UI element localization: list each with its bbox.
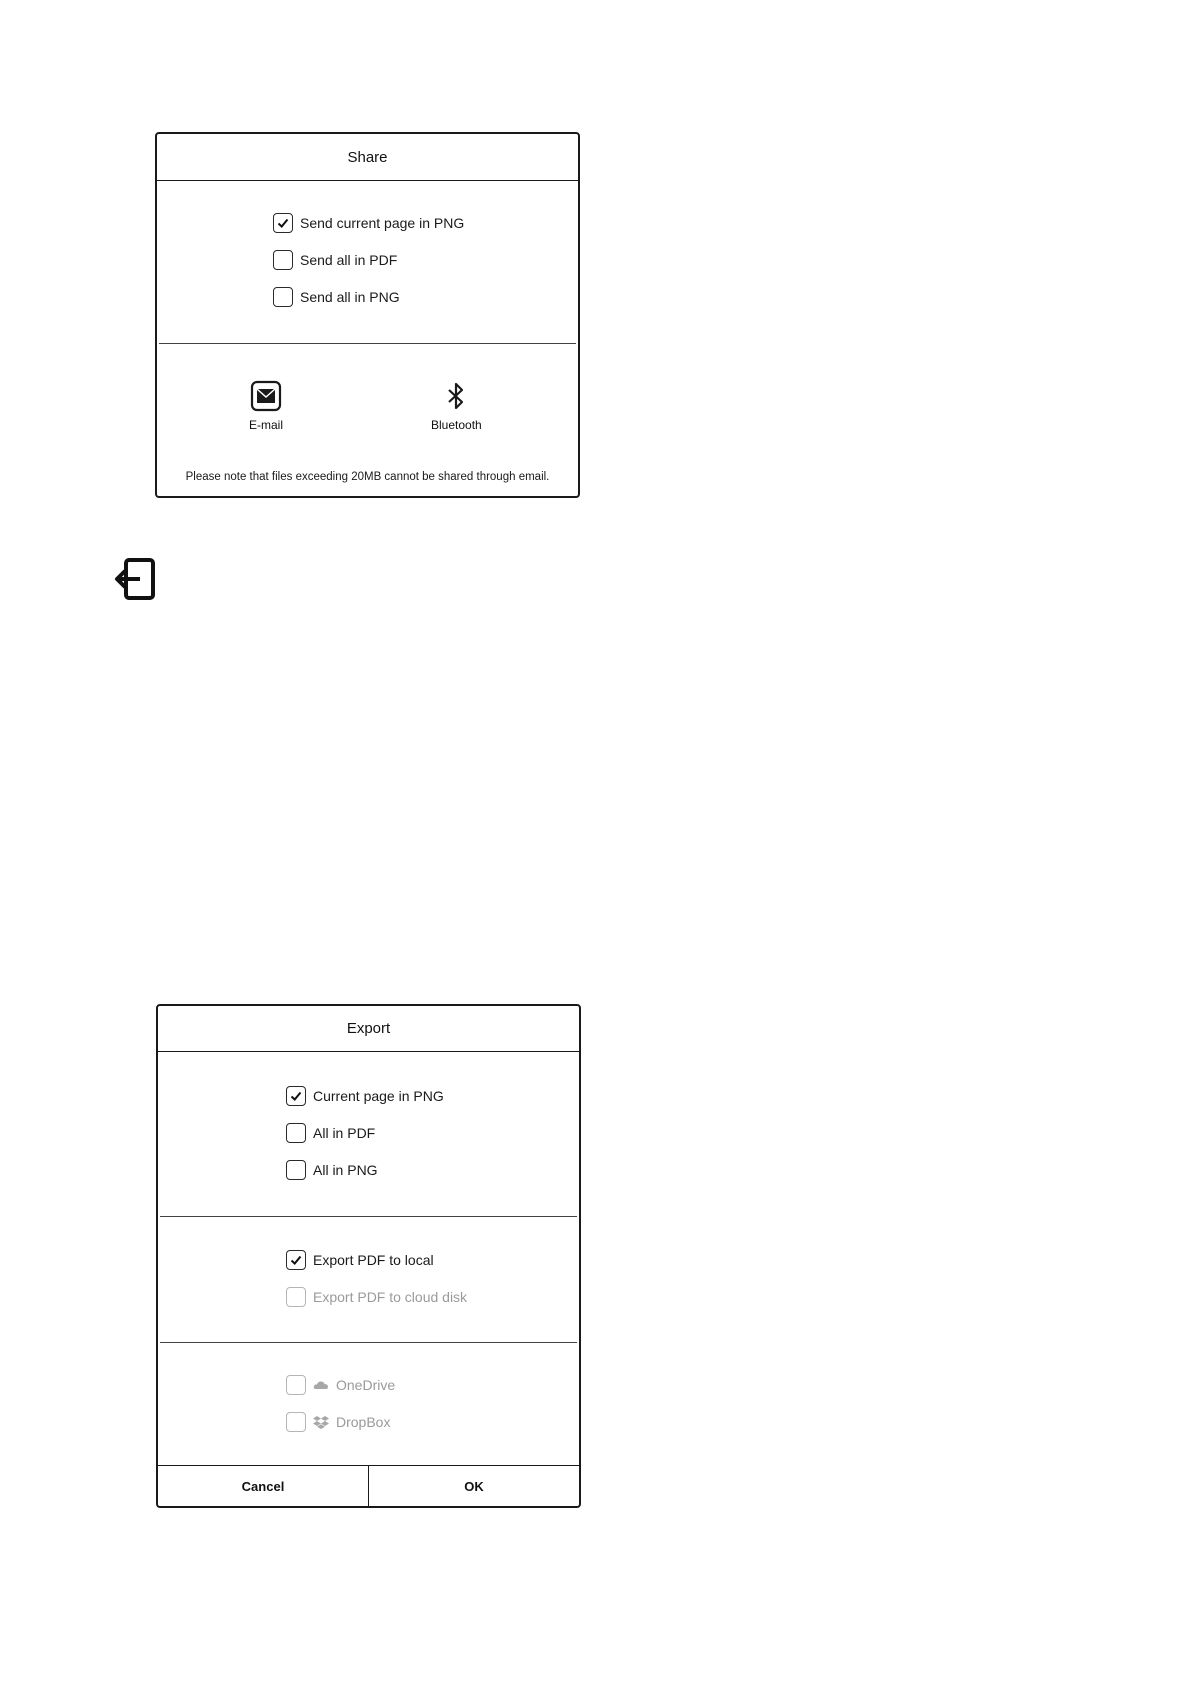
export-option-label: All in PDF bbox=[313, 1125, 376, 1141]
share-option-label: Send all in PNG bbox=[300, 289, 400, 305]
dialog-footer bbox=[158, 1465, 579, 1506]
share-option-current-page-png[interactable] bbox=[273, 213, 464, 233]
checkbox-checked[interactable] bbox=[286, 1250, 306, 1270]
checkbox-unchecked[interactable] bbox=[273, 250, 293, 270]
export-option-all-png[interactable] bbox=[286, 1160, 378, 1180]
share-option-all-png[interactable] bbox=[273, 287, 400, 307]
export-format-options bbox=[158, 1052, 579, 1216]
dropbox-icon bbox=[313, 1415, 329, 1429]
cloud-service-options bbox=[158, 1343, 579, 1463]
export-destination-label: Export PDF to local bbox=[313, 1252, 434, 1268]
checkbox-unchecked[interactable] bbox=[286, 1412, 306, 1432]
ok-button[interactable]: OK bbox=[368, 1466, 579, 1506]
export-option-label: All in PNG bbox=[313, 1162, 378, 1178]
checkmark-icon bbox=[289, 1253, 303, 1267]
checkbox-unchecked[interactable] bbox=[286, 1160, 306, 1180]
export-destination-options bbox=[158, 1217, 579, 1342]
bluetooth-icon bbox=[440, 380, 472, 412]
bluetooth-label: Bluetooth bbox=[431, 418, 482, 432]
export-dialog bbox=[156, 1004, 581, 1508]
checkmark-icon bbox=[289, 1089, 303, 1103]
email-size-note: Please note that files exceeding 20MB cannot be shared through email. bbox=[185, 471, 550, 483]
checkmark-icon bbox=[276, 216, 290, 230]
export-option-current-page-png[interactable] bbox=[286, 1086, 444, 1106]
onedrive-icon bbox=[313, 1378, 329, 1392]
checkbox-checked[interactable] bbox=[273, 213, 293, 233]
onedrive-label: OneDrive bbox=[336, 1377, 396, 1393]
checkbox-unchecked[interactable] bbox=[286, 1287, 306, 1307]
export-option-all-pdf[interactable] bbox=[286, 1123, 375, 1143]
share-targets bbox=[157, 344, 578, 497]
share-format-options bbox=[157, 181, 578, 343]
bluetooth-share-button[interactable] bbox=[431, 380, 482, 432]
export-option-label: Current page in PNG bbox=[313, 1088, 444, 1104]
checkbox-unchecked[interactable] bbox=[286, 1123, 306, 1143]
share-dialog bbox=[155, 132, 580, 498]
cancel-button[interactable]: Cancel bbox=[241, 1478, 285, 1494]
email-icon bbox=[250, 380, 282, 412]
share-option-all-pdf[interactable] bbox=[273, 250, 397, 270]
checkbox-unchecked[interactable] bbox=[286, 1375, 306, 1395]
export-destination-label: Export PDF to cloud disk bbox=[313, 1289, 468, 1305]
share-option-label: Send all in PDF bbox=[300, 252, 398, 268]
checkbox-unchecked[interactable] bbox=[273, 287, 293, 307]
share-option-label: Send current page in PNG bbox=[300, 215, 465, 231]
email-share-button[interactable] bbox=[249, 380, 283, 432]
checkbox-checked[interactable] bbox=[286, 1086, 306, 1106]
export-pdf-local-option[interactable] bbox=[286, 1250, 434, 1270]
email-label: E-mail bbox=[249, 418, 284, 432]
export-pdf-cloud-option[interactable] bbox=[286, 1287, 467, 1307]
dropbox-option[interactable] bbox=[286, 1412, 390, 1432]
dropbox-label: DropBox bbox=[336, 1414, 391, 1430]
share-dialog-title: Share bbox=[157, 134, 578, 181]
export-dialog-title: Export bbox=[158, 1006, 579, 1052]
export-icon[interactable] bbox=[114, 558, 156, 600]
onedrive-option[interactable] bbox=[286, 1375, 395, 1395]
